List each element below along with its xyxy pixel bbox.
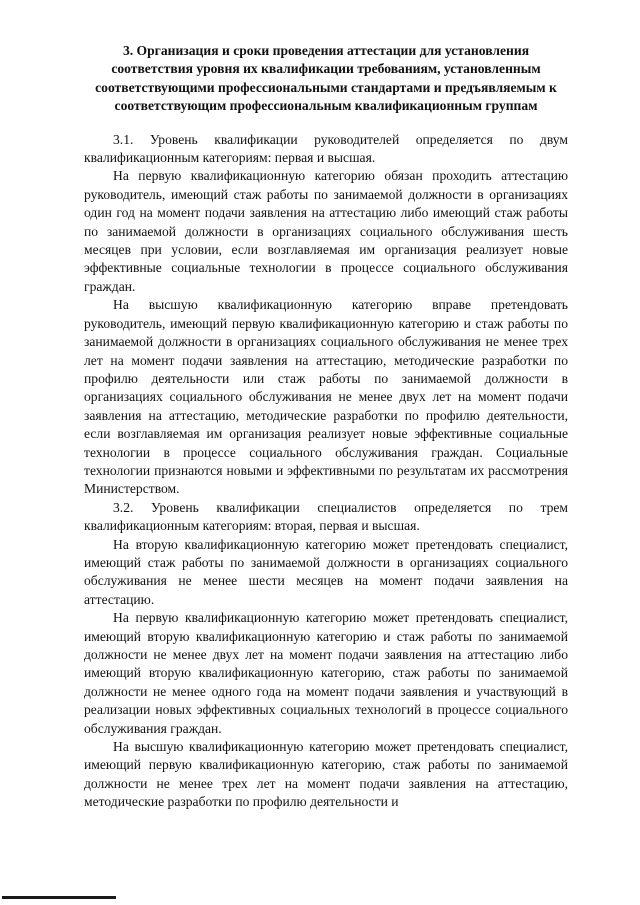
paragraph-3-2: 3.2. Уровень квалификации специалистов определяется по трем квалификационным категориям: вторая, первая и высшая. [84, 499, 568, 534]
paragraph-3-1: 3.1. Уровень квалификации руководителей определяется по двум квалификационным категориям: первая и высшая. [84, 131, 568, 166]
paragraph-highest-category-specialists: На высшую квалификационную категорию может претендовать специалист, имеющий первую квалификационную категорию, стаж работы по занимаемой должности не менее трех лет на момент подачи заявления на аттестацию, методические разработки по профилю деятельности и [84, 739, 568, 810]
paragraph-first-category-specialists: На первую квалификационную категорию может претендовать специалист, имеющий вторую квалификационную категорию и стаж работы по занимаемой должности не менее двух лет на момент подачи заявления на аттестацию либо имеющий вторую квалификационную категорию, стаж работы по занимаемой должности не менее одного года на момент подачи заявления и участвующий в реализации новых эффективных социальных технологий в процессе социального обслуживания граждан. [84, 610, 568, 736]
paragraph-highest-category-heads: На высшую квалификационную категорию вправе претендовать руководитель, имеющий первую квалификационную категорию и стаж работы по занимаемой должности в организациях социального обслуживания не менее трех лет на момент подачи заявления на аттестацию, методические разработки по профилю деятельности или стаж работы по занимаемой должности в организациях социального обслуживания не менее двух лет на момент подачи заявления на аттестацию, методические разработки по профилю деятельности, если возглавляемая им организация реализует новые эффективные социальные технологии в процессе социального обслуживания граждан. Социальные технологии признаются новыми и эффективными по результатам их рассмотрения Министерством. [84, 297, 568, 497]
section-heading: 3. Организация и сроки проведения аттестации для установления соответствия уровня их квалификации требованиям, установленным соответствующими профессиональными стандартами и предъявляемым к соответствующим профессиональным квалификационным группам [95, 43, 557, 114]
paragraph-second-category-specialists: На вторую квалификационную категорию может претендовать специалист, имеющий стаж работы по занимаемой должности в организациях социального обслуживания не менее шести месяцев на момент подачи заявления на аттестацию. [84, 536, 568, 607]
paragraph-first-category-heads: На первую квалификационную категорию обязан проходить аттестацию руководитель, имеющий стаж работы по занимаемой должности в организациях один год на момент подачи заявления на аттестацию либо имеющий стаж работы по занимаемой должности в организациях социального обслуживания шесть месяцев при условии, если возглавляемая им организация реализует новые эффективные социальные технологии в процессе социального обслуживания граждан. [84, 168, 568, 294]
footnote-rule [2, 896, 116, 899]
document-page [84, 42, 568, 812]
